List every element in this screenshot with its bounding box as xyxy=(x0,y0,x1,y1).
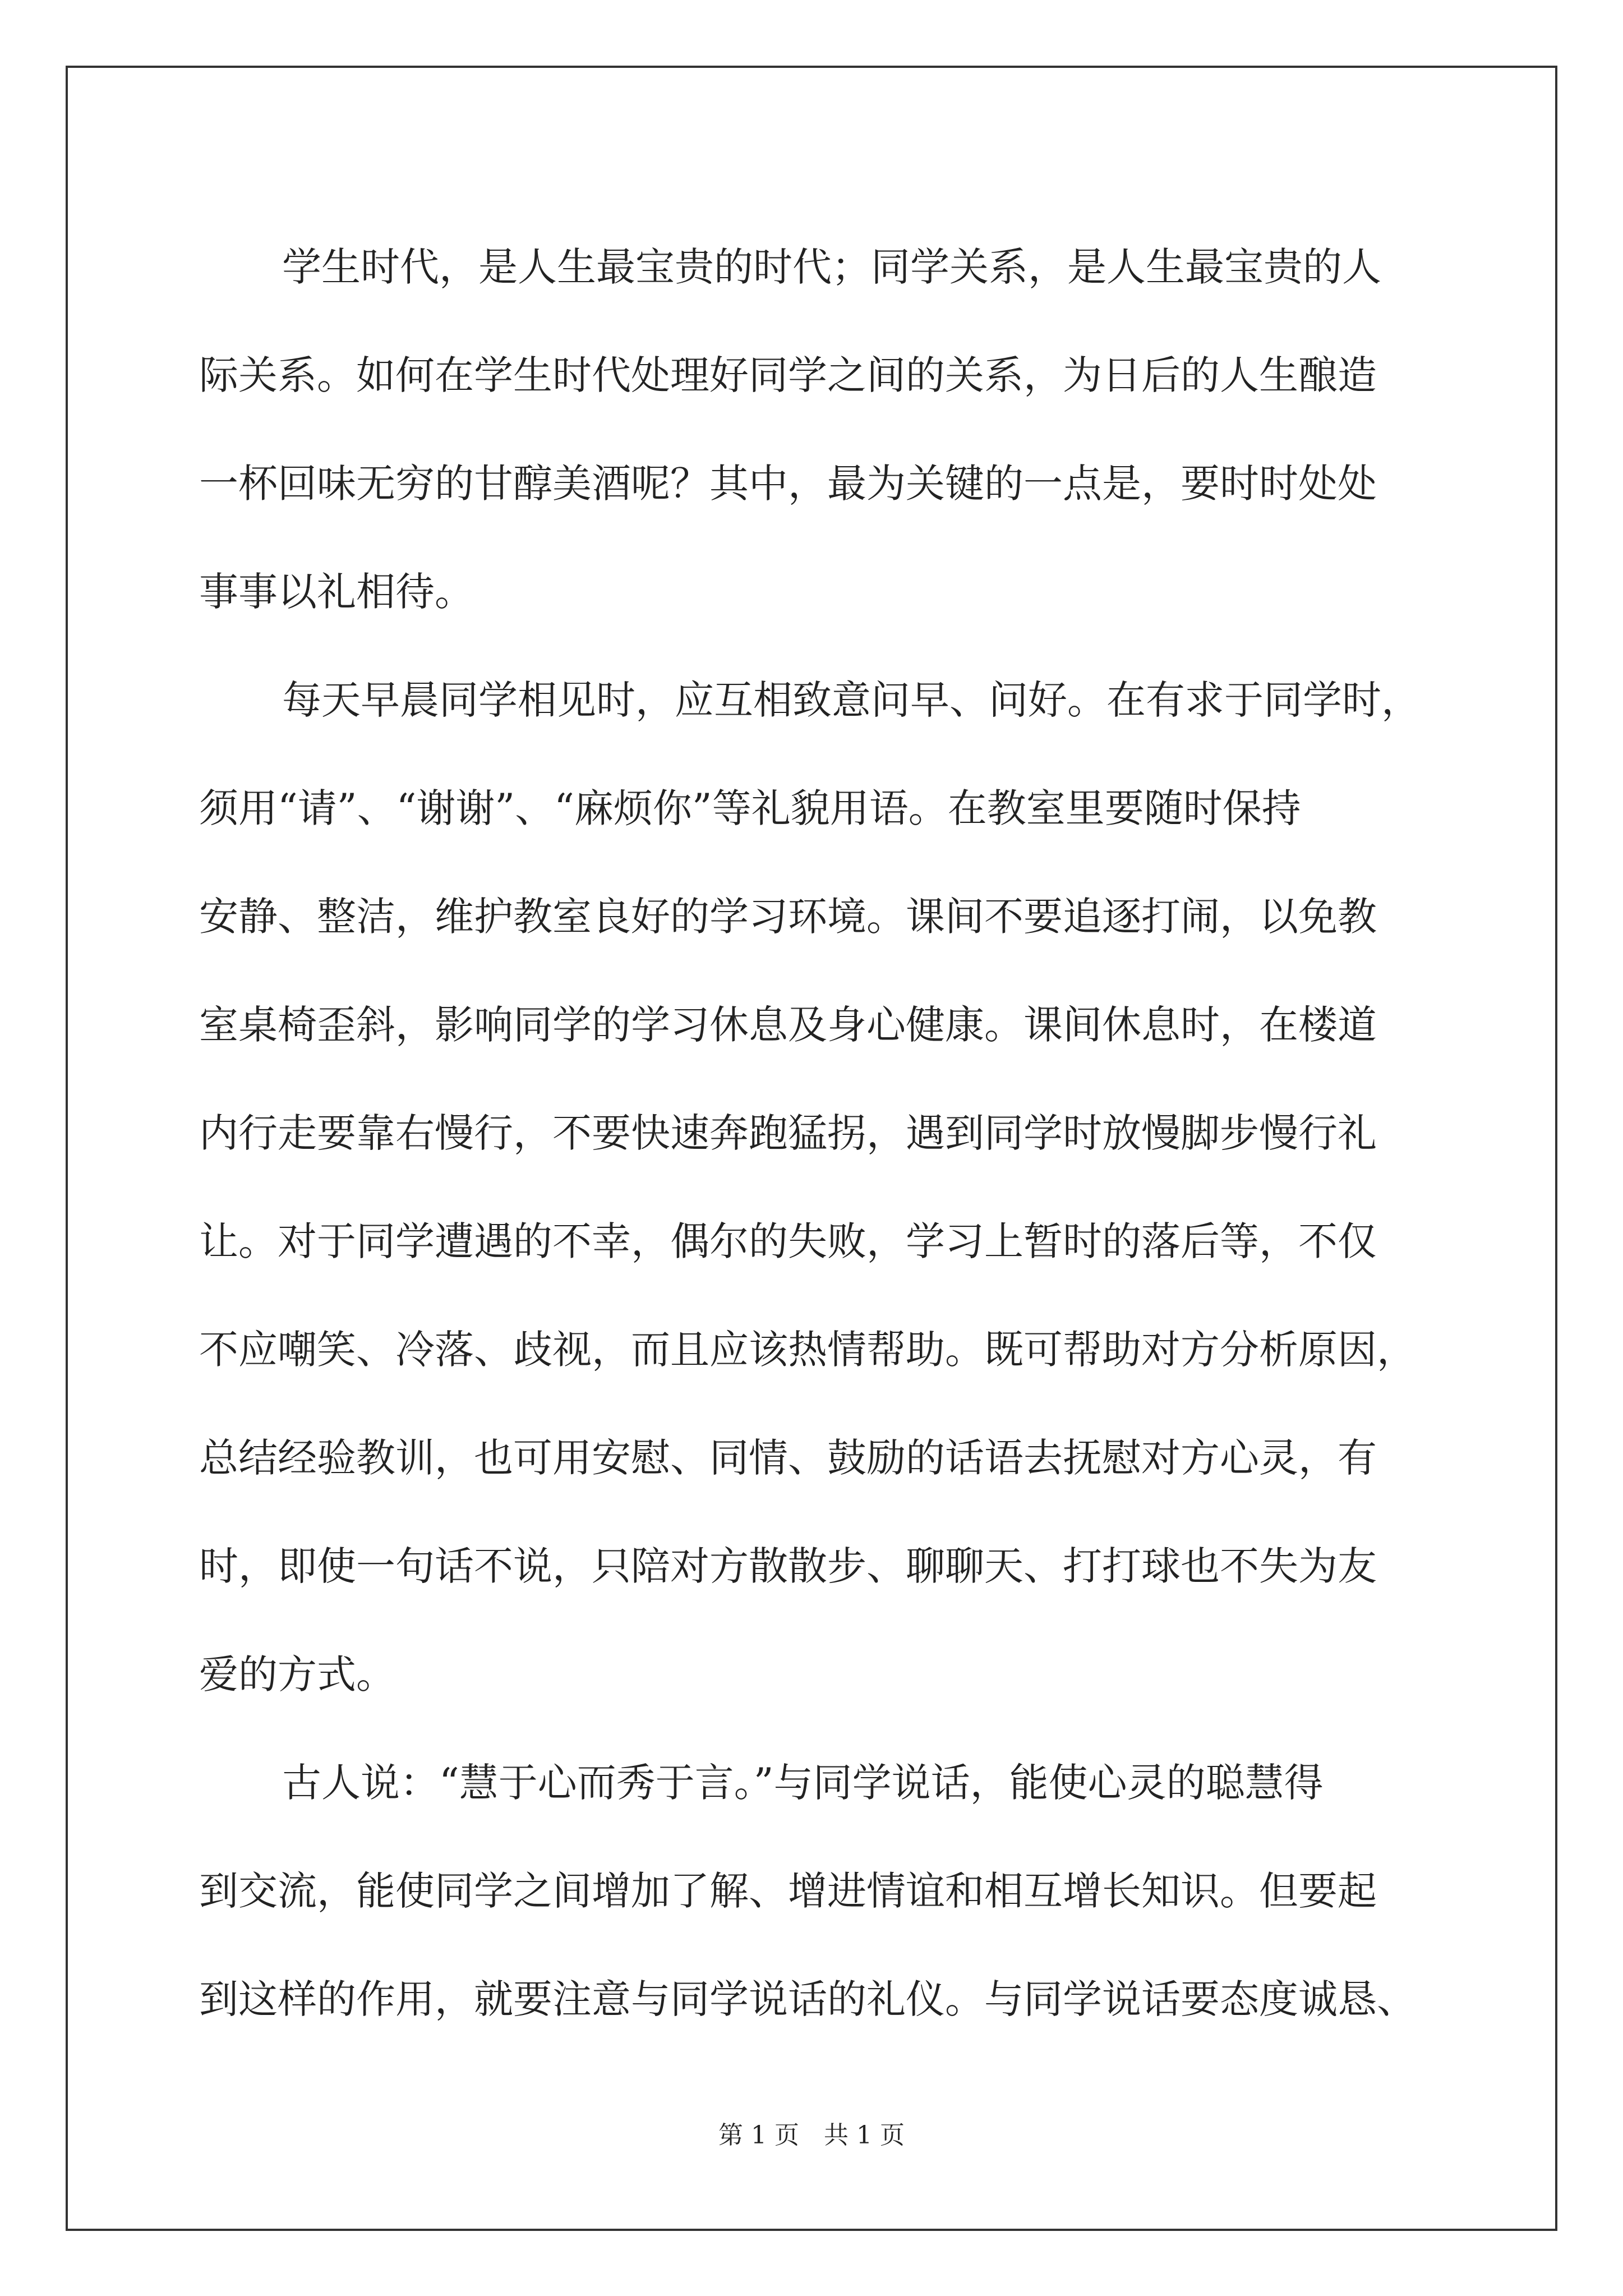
paragraph-1-line-4: 事事以礼相待。 xyxy=(199,569,474,615)
paragraph-2-line-8: 总结经验教训，也可用安慰、同情、鼓励的话语去抚慰对方心灵，有 xyxy=(199,1435,1377,1481)
paragraph-2-line-5: 内行走要靠右慢行，不要快速奔跑猛拐，遇到同学时放慢脚步慢行礼 xyxy=(199,1110,1377,1156)
paragraph-1-line-2: 际关系。如何在学生时代处理好同学之间的关系，为日后的人生酿造 xyxy=(199,352,1377,398)
page-number-footer: 第 1 页 共 1 页 xyxy=(718,2121,905,2150)
paragraph-3-line-2: 到交流，能使同学之间增加了解、增进情谊和相互增长知识。但要起 xyxy=(199,1868,1377,1914)
paragraph-3-line-3: 到这样的作用，就要注意与同学说话的礼仪。与同学说话要态度诚恳、 xyxy=(199,1976,1416,2022)
paragraph-1-line-3: 一杯回味无穷的甘醇美酒呢？其中，最为关键的一点是，要时时处处 xyxy=(199,461,1377,507)
paragraph-2-line-6: 让。对于同学遭遇的不幸，偶尔的失败，学习上暂时的落后等，不仅 xyxy=(199,1218,1377,1264)
paragraph-2-line-1: 每天早晨同学相见时，应互相致意问早、问好。在有求于同学时， xyxy=(282,677,1421,723)
paragraph-2-line-7: 不应嘲笑、冷落、歧视，而且应该热情帮助。既可帮助对方分析原因， xyxy=(199,1327,1416,1373)
paragraph-1-line-1: 学生时代，是人生最宝贵的时代；同学关系，是人生最宝贵的人 xyxy=(282,244,1381,290)
document-body xyxy=(199,213,1438,2054)
paragraph-2-line-9: 时，即使一句话不说，只陪对方散散步、聊聊天、打打球也不失为友 xyxy=(199,1543,1377,1589)
paragraph-2-line-10: 爱的方式。 xyxy=(199,1651,395,1697)
paragraph-3-line-1: 古人说：“慧于心而秀于言。”与同学说话，能使心灵的聪慧得 xyxy=(282,1760,1324,1806)
paragraph-2-line-3: 安静、整洁，维护教室良好的学习环境。课间不要追逐打闹，以免教 xyxy=(199,894,1377,940)
paragraph-2-line-2: 须用“请”、“谢谢”、“麻烦你”等礼貌用语。在教室里要随时保持 xyxy=(199,785,1301,831)
paragraph-2-line-4: 室桌椅歪斜，影响同学的学习休息及身心健康。课间休息时，在楼道 xyxy=(199,1002,1377,1048)
